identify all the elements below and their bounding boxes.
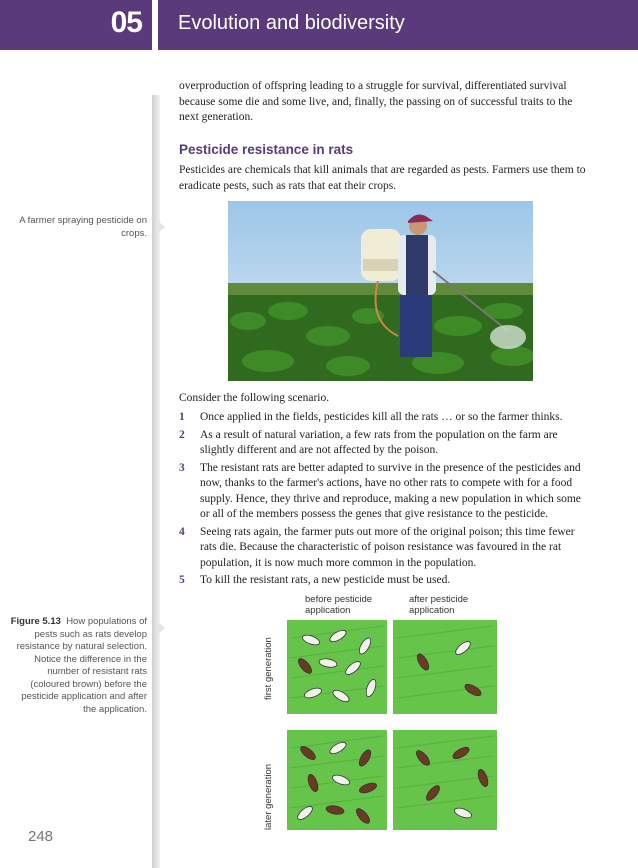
figure-label: Figure 5.13 bbox=[10, 616, 61, 627]
photo-caption-pointer bbox=[156, 219, 165, 235]
step-text: Once applied in the fields, pesticides kill all the rats … or so the farmer thinks. bbox=[200, 411, 563, 423]
step-number: 4 bbox=[179, 525, 185, 538]
row-label-first: first generation bbox=[263, 637, 274, 700]
list-item bbox=[179, 461, 589, 523]
intro-paragraph: overproduction of offspring leading to a struggle for survival, differentiated survival because some die and some live, and, finally, the passing on of successful traits to the next generation. bbox=[179, 80, 573, 123]
list-item bbox=[179, 573, 589, 589]
scenario-list bbox=[179, 410, 589, 591]
step-text: To kill the resistant rats, a new pesticide must be used. bbox=[200, 574, 451, 586]
step-text: Seeing rats again, the farmer puts out more of the original poison; this time fewer rats die. Because the characteristic of poison resistance was favoured in the rat population, it is now much more common in the population. bbox=[200, 525, 575, 569]
list-item bbox=[179, 525, 589, 572]
step-number: 3 bbox=[179, 461, 185, 474]
rat-population-figure bbox=[255, 590, 505, 835]
list-item bbox=[179, 410, 589, 426]
col-label-before: before pesticide application bbox=[305, 594, 373, 616]
chapter-number-block bbox=[0, 0, 152, 50]
sidebar-edge bbox=[152, 95, 160, 868]
figure-caption-text: How populations of pests such as rats develop resistance by natural selection. Notice the difference in the number of resistant rats (coloured brown) before the pesticide application and after the application. bbox=[16, 616, 147, 715]
section-heading: Pesticide resistance in rats bbox=[179, 142, 354, 157]
step-number: 2 bbox=[179, 428, 185, 441]
chapter-title-block bbox=[158, 0, 638, 50]
figure-caption bbox=[10, 616, 147, 716]
step-text: As a result of natural variation, a few rats from the population on the farm are slightly different and are not affected by the poison. bbox=[200, 428, 558, 456]
page-number: 248 bbox=[28, 828, 54, 845]
photo-caption: A farmer spraying pesticide on crops. bbox=[19, 215, 147, 239]
chapter-header bbox=[0, 0, 638, 50]
step-number: 5 bbox=[179, 574, 185, 586]
list-item bbox=[179, 428, 589, 459]
row-label-later: later generation bbox=[263, 763, 274, 830]
chapter-number: 05 bbox=[110, 6, 142, 39]
col-label-after: after pesticide application bbox=[409, 594, 469, 616]
rat-panels bbox=[283, 618, 499, 834]
farmer-photo bbox=[228, 201, 533, 381]
scenario-intro: Consider the following scenario. bbox=[179, 392, 330, 404]
figure-caption-pointer bbox=[156, 620, 165, 636]
step-number: 1 bbox=[179, 411, 185, 423]
step-text: The resistant rats are better adapted to survive in the presence of the pesticides and now, thanks to the farmer's actions, have no other rats to compete with for a food supply. Hence, they thrive and reproduce, making a new population in which some or all of the members possess the genes that give resistance to the pesticide. bbox=[200, 461, 581, 520]
section-paragraph: Pesticides are chemicals that kill animals that are regarded as pests. Farmers use them to eradicate pests, such as rats that eat their crops. bbox=[179, 164, 586, 192]
chapter-title: Evolution and biodiversity bbox=[178, 12, 405, 34]
